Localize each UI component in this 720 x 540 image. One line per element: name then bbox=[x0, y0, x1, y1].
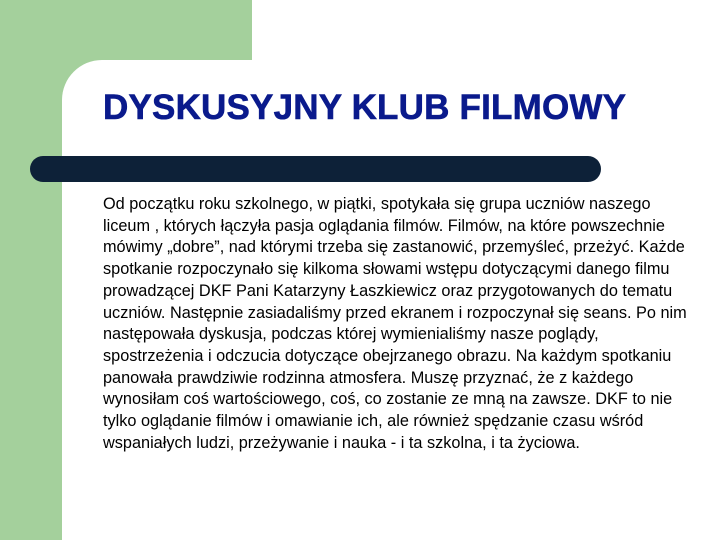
slide-body-text: Od początku roku szkolnego, w piątki, spotykała się grupa uczniów naszego liceum , których łączyła pasja oglądania filmów. Filmów, na które powszechnie mówimy „dobre”, nad którymi trzeba się zastanowić, przemyśleć, przeżyć. Każde spotkanie rozpoczynało się kilkoma słowami wstępu dotyczącymi danego filmu prowadzącej DKF Pani Katarzyny Łaszkiewicz oraz przygotowanych do tematu uczniów. Następnie zasiadaliśmy przed ekranem i rozpoczynał się seans. Po nim następowała dyskusja, podczas której wymienialiśmy nasze poglądy, spostrzeżenia i odczucia dotyczące obejrzanego obrazu. Na każdym spotkaniu panowała prawdziwie rodzinna atmosfera. Muszę przyznać, że z każdego wynosiłam coś wartościowego, coś, co zostanie ze mną na zawsze. DKF to nie tylko oglądanie filmów i omawianie ich, ale również spędzanie czasu wśród wspaniałych ludzi, przeżywanie i nauka - i ta szkolna, i ta życiowa. bbox=[103, 195, 687, 452]
slide-title: DYSKUSYJNY KLUB FILMOWY bbox=[103, 88, 627, 127]
title-underline-bar bbox=[30, 156, 601, 182]
